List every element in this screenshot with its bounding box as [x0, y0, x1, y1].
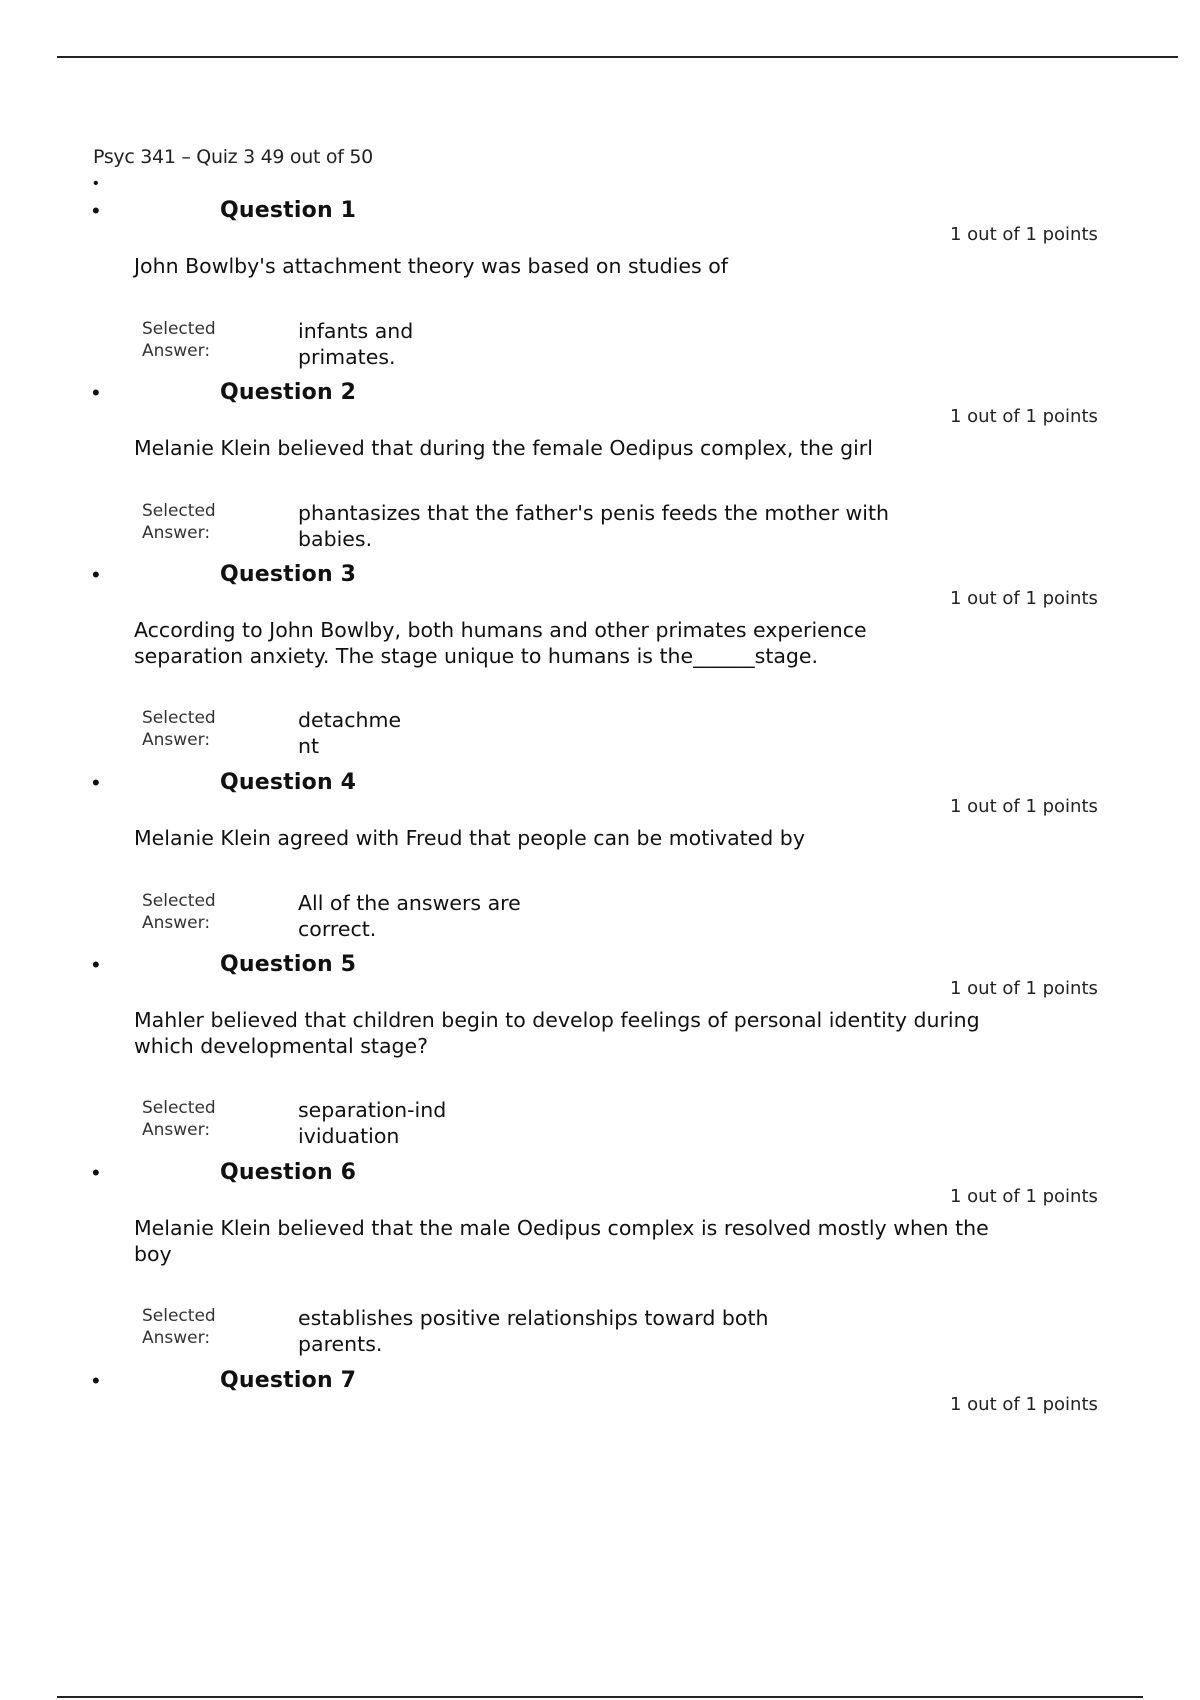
bullet-marker: • [93, 175, 99, 192]
question-title: Question 1 [220, 198, 357, 223]
selected-answer: establishes positive relationships toward both parents. [298, 1306, 769, 1356]
bullet-marker: • [92, 198, 100, 223]
selected-answer-label: Selected Answer: [142, 501, 216, 543]
question-points: 1 out of 1 points [950, 406, 1098, 427]
selected-answer: detachment [298, 708, 402, 758]
selected-answer-label: Selected Answer: [142, 891, 216, 933]
selected-answer: separation-individuation [298, 1098, 447, 1148]
question-points: 1 out of 1 points [950, 1186, 1098, 1207]
selected-answer: infants and primates. [298, 319, 414, 369]
quiz-header: Psyc 341 – Quiz 3 49 out of 50 [93, 146, 373, 168]
question-text: John Bowlby's attachment theory was based on studies of [134, 254, 728, 278]
selected-answer-label: Selected Answer: [142, 319, 216, 361]
bullet-marker: • [92, 770, 100, 795]
question-text: Melanie Klein believed that the male Oedipus complex is resolved mostly when the boy [134, 1216, 989, 1266]
top-rule [57, 56, 1178, 58]
question-points: 1 out of 1 points [950, 1394, 1098, 1415]
selected-answer-label: Selected Answer: [142, 708, 216, 750]
question-points: 1 out of 1 points [950, 796, 1098, 817]
bullet-marker: • [92, 952, 100, 977]
selected-answer: All of the answers are correct. [298, 891, 521, 941]
bullet-marker: • [92, 562, 100, 587]
question-title: Question 5 [220, 952, 357, 977]
question-title: Question 2 [220, 380, 357, 405]
question-title: Question 3 [220, 562, 357, 587]
selected-answer-label: Selected Answer: [142, 1306, 216, 1348]
question-points: 1 out of 1 points [950, 224, 1098, 245]
bullet-marker: • [92, 380, 100, 405]
bullet-marker: • [92, 1368, 100, 1393]
question-text: According to John Bowlby, both humans and other primates experience separation anxiety. The stage unique to humans is the______stage. [134, 618, 867, 668]
bullet-marker: • [92, 1160, 100, 1185]
question-text: Melanie Klein agreed with Freud that people can be motivated by [134, 826, 805, 850]
bottom-rule [57, 1696, 1143, 1698]
question-points: 1 out of 1 points [950, 588, 1098, 609]
question-title: Question 7 [220, 1368, 357, 1393]
question-points: 1 out of 1 points [950, 978, 1098, 999]
question-text: Mahler believed that children begin to develop feelings of personal identity during which developmental stage? [134, 1008, 980, 1058]
question-title: Question 6 [220, 1160, 357, 1185]
question-text: Melanie Klein believed that during the female Oedipus complex, the girl [134, 436, 873, 460]
selected-answer: phantasizes that the father's penis feeds the mother with babies. [298, 501, 890, 551]
question-title: Question 4 [220, 770, 357, 795]
selected-answer-label: Selected Answer: [142, 1098, 216, 1140]
